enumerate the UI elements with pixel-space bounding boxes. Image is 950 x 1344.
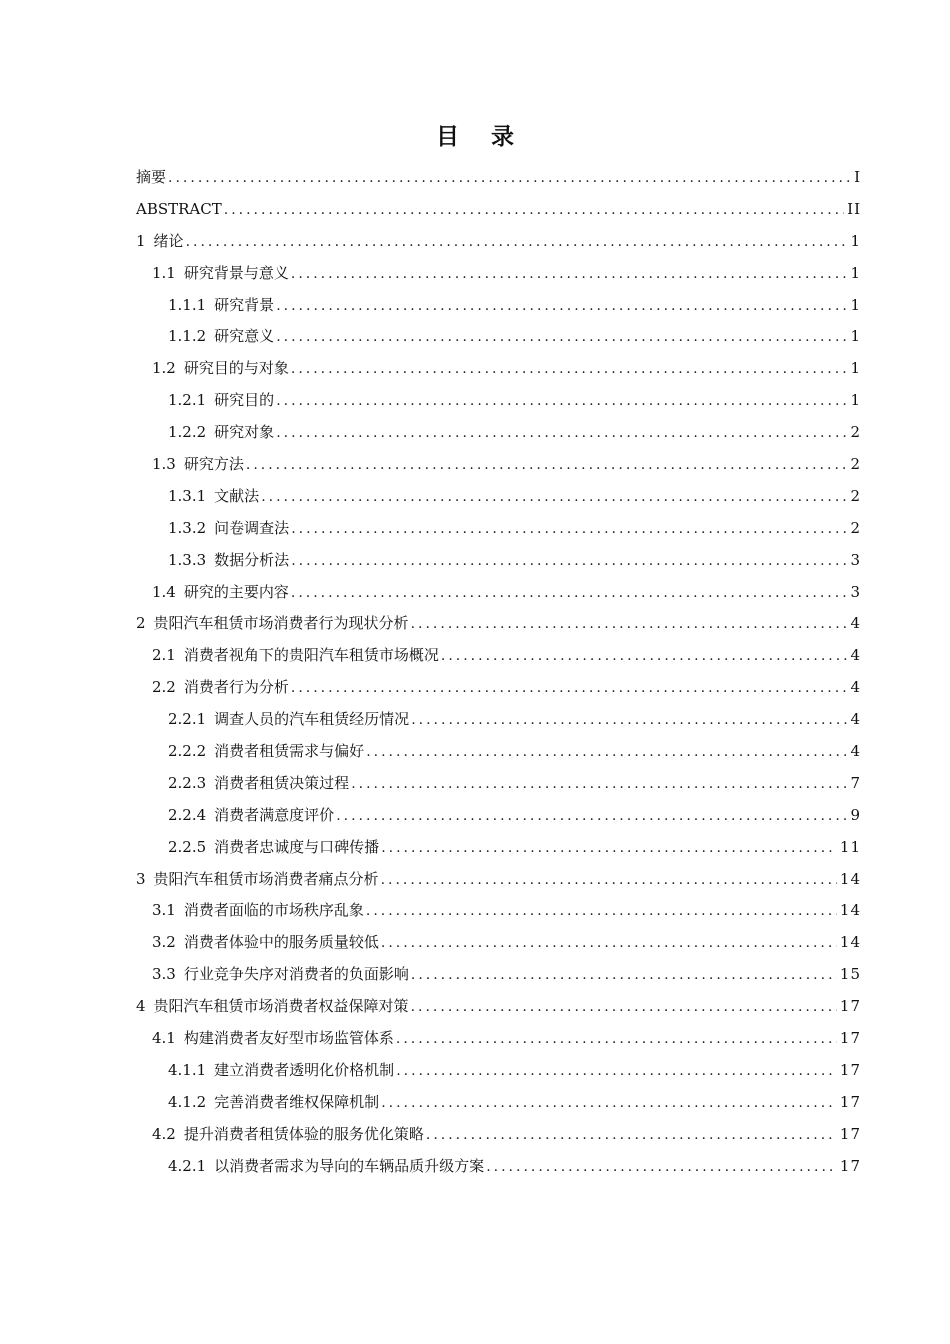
toc-dot-leader: [291, 673, 848, 705]
toc-entry-number: 1.1.1: [168, 295, 207, 314]
toc-dot-leader: [411, 960, 837, 992]
toc-entry-number: 4.1.2: [168, 1092, 207, 1111]
toc-entry-label: [168, 513, 289, 545]
toc-page-number: 17: [839, 1124, 861, 1143]
toc-entry-number: 2.2.2: [168, 742, 207, 761]
toc-entry[interactable]: [136, 736, 861, 768]
toc-page-number: 4: [850, 614, 861, 633]
toc-entry-number: 1.2.2: [168, 423, 207, 442]
toc-page-number: 3: [850, 582, 861, 601]
toc-entry-number: 2.2.4: [168, 805, 207, 824]
toc-entry-number: 2: [136, 614, 146, 633]
toc-entry-text: 研究意义: [214, 327, 275, 346]
toc-entry-text: 数据分析法: [214, 550, 290, 569]
toc-page-number: 1: [850, 263, 861, 282]
toc-entry-number: 3: [136, 869, 146, 888]
toc-entry[interactable]: [136, 194, 861, 226]
toc-page-number: 2: [850, 518, 861, 537]
toc-entry[interactable]: [136, 1119, 861, 1151]
toc-entry[interactable]: [136, 991, 861, 1023]
toc-dot-leader: [366, 737, 847, 769]
toc-entry[interactable]: [136, 959, 861, 991]
toc-entry-number: 1.3.1: [168, 486, 207, 505]
toc-entry-text: 研究背景与意义: [183, 263, 289, 282]
toc-entry-text: 研究对象: [214, 423, 275, 442]
toc-page-number: 9: [850, 805, 861, 824]
toc-entry[interactable]: [136, 768, 861, 800]
toc-entry[interactable]: [136, 385, 861, 417]
toc-entry[interactable]: [136, 1087, 861, 1119]
toc-entry-text: 消费者面临的市场秩序乱象: [183, 901, 364, 920]
toc-entry-text: 绪论: [153, 231, 184, 250]
toc-entry-label: [168, 321, 274, 353]
toc-entry-label: [136, 194, 222, 226]
toc-entry-label: [152, 577, 289, 609]
toc-entry-label: [136, 991, 409, 1023]
toc-dot-leader: [336, 801, 847, 833]
toc-entry-text: 完善消费者维权保障机制: [214, 1092, 380, 1111]
toc-entry-label: [168, 545, 289, 577]
toc-dot-leader: [276, 322, 847, 354]
toc-page-number: 1: [850, 231, 861, 250]
toc-entry-label: [168, 1055, 394, 1087]
toc-entry-label: [152, 959, 409, 991]
toc-page-number: 1: [850, 359, 861, 378]
toc-dot-leader: [381, 1088, 837, 1120]
toc-entry-number: 3.1: [152, 901, 176, 920]
toc-entry-text: 研究背景: [214, 295, 275, 314]
toc-page-number: 2: [850, 423, 861, 442]
toc-entry-number: 3.2: [152, 933, 176, 952]
toc-entry-text: 以消费者需求为导向的车辆品质升级方案: [214, 1156, 485, 1175]
toc-entry[interactable]: [136, 481, 861, 513]
toc-page-number: 7: [850, 773, 861, 792]
toc-entry-number: 3.3: [152, 965, 176, 984]
toc-page-number: 11: [839, 837, 861, 856]
toc-dot-leader: [276, 418, 847, 450]
toc-page-number: 14: [839, 901, 861, 920]
toc-dot-leader: [381, 928, 837, 960]
toc-entry[interactable]: [136, 1055, 861, 1087]
toc-entry-text: 消费者体验中的服务质量较低: [183, 933, 379, 952]
toc-entry-text: 问卷调查法: [214, 518, 290, 537]
toc-entry-text: 调查人员的汽车租赁经历情况: [214, 710, 410, 729]
toc-entry-text: 消费者视角下的贵阳汽车租赁市场概况: [183, 646, 439, 665]
toc-page-number: 4: [850, 742, 861, 761]
toc-page-number: II: [847, 199, 861, 218]
toc-entry-number: 4.2.1: [168, 1156, 207, 1175]
toc-dot-leader: [291, 514, 847, 546]
toc-entry-text: 研究目的: [214, 391, 275, 410]
toc-entry-number: 4: [136, 997, 146, 1016]
toc-dot-leader: [426, 1120, 837, 1152]
toc-entry-label: [168, 1087, 379, 1119]
toc-dot-leader: [351, 769, 847, 801]
table-of-contents: [136, 162, 861, 1183]
toc-entry-text: 文献法: [214, 486, 260, 505]
toc-page-number: 1: [850, 391, 861, 410]
toc-entry[interactable]: [136, 895, 861, 927]
toc-entry-label: [152, 927, 379, 959]
toc-entry-text: 消费者满意度评价: [214, 805, 335, 824]
toc-entry[interactable]: [136, 1151, 861, 1183]
toc-entry-label: [152, 672, 289, 704]
toc-page-number: I: [854, 168, 861, 186]
toc-entry-number: 2.2.5: [168, 837, 207, 856]
toc-dot-leader: [411, 992, 837, 1024]
toc-entry[interactable]: [136, 353, 861, 385]
toc-page-number: 4: [850, 646, 861, 665]
toc-dot-leader: [186, 227, 848, 259]
toc-entry-number: 1.3: [152, 455, 176, 474]
toc-entry-label: [168, 768, 349, 800]
toc-entry-label: [136, 608, 409, 640]
toc-entry-label: [168, 736, 364, 768]
toc-entry-text: 研究方法: [183, 455, 244, 474]
toc-dot-leader: [411, 609, 848, 641]
toc-entry-text: ABSTRACT: [136, 199, 222, 218]
toc-entry[interactable]: [136, 672, 861, 704]
toc-entry[interactable]: [136, 545, 861, 577]
toc-dot-leader: [366, 896, 837, 928]
toc-entry[interactable]: [136, 704, 861, 736]
toc-page-number: 17: [839, 1029, 861, 1048]
toc-dot-leader: [168, 163, 851, 195]
toc-entry-label: [152, 258, 289, 290]
toc-entry-number: 1.2.1: [168, 391, 207, 410]
toc-page-number: 17: [839, 1060, 861, 1079]
toc-page-number: 3: [850, 550, 861, 569]
toc-entry-text: 消费者行为分析: [183, 678, 289, 697]
toc-entry-text: 贵阳汽车租赁市场消费者痛点分析: [153, 869, 379, 888]
toc-page-number: 17: [839, 1092, 861, 1111]
toc-entry-text: 消费者租赁需求与偏好: [214, 742, 365, 761]
toc-entry[interactable]: [136, 864, 861, 896]
toc-entry-number: 1.1: [152, 263, 176, 282]
toc-entry-label: [168, 385, 274, 417]
toc-dot-leader: [441, 641, 848, 673]
toc-entry-label: [152, 895, 364, 927]
toc-page-number: 1: [850, 327, 861, 346]
toc-entry-text: 贵阳汽车租赁市场消费者行为现状分析: [153, 614, 409, 633]
toc-entry-number: 1.3.2: [168, 518, 207, 537]
toc-entry-number: 2.2.3: [168, 773, 207, 792]
toc-dot-leader: [276, 386, 847, 418]
toc-page-number: 1: [850, 295, 861, 314]
toc-entry-number: 1.4: [152, 582, 176, 601]
toc-entry[interactable]: [136, 800, 861, 832]
toc-entry-label: [168, 704, 409, 736]
toc-entry-label: [136, 162, 166, 194]
toc-dot-leader: [381, 865, 837, 897]
toc-entry-number: 2.2: [152, 678, 176, 697]
toc-page-number: 4: [850, 710, 861, 729]
toc-dot-leader: [246, 450, 848, 482]
toc-page-number: 15: [839, 965, 861, 984]
toc-entry-text: 建立消费者透明化价格机制: [214, 1060, 395, 1079]
toc-entry[interactable]: [136, 832, 861, 864]
toc-entry-label: [152, 353, 289, 385]
toc-dot-leader: [291, 546, 847, 578]
toc-entry-label: [152, 640, 439, 672]
toc-entry-number: 4.2: [152, 1124, 176, 1143]
toc-page-number: 4: [850, 678, 861, 697]
toc-entry[interactable]: [136, 927, 861, 959]
toc-entry[interactable]: [136, 226, 861, 258]
toc-entry-text: 摘要: [136, 168, 167, 186]
toc-entry[interactable]: [136, 258, 861, 290]
toc-entry[interactable]: [136, 513, 861, 545]
toc-entry[interactable]: [136, 608, 861, 640]
toc-entry-label: [152, 1023, 394, 1055]
toc-dot-leader: [291, 259, 848, 291]
toc-dot-leader: [396, 1024, 837, 1056]
toc-page-number: 14: [839, 933, 861, 952]
toc-entry-label: [168, 481, 259, 513]
toc-entry-label: [168, 800, 334, 832]
toc-entry-label: [168, 832, 379, 864]
toc-entry[interactable]: [136, 449, 861, 481]
toc-entry[interactable]: [136, 417, 861, 449]
toc-entry-number: 1.1.2: [168, 327, 207, 346]
toc-page-number: 2: [850, 486, 861, 505]
toc-dot-leader: [291, 354, 848, 386]
toc-entry[interactable]: [136, 162, 861, 194]
toc-dot-leader: [381, 833, 837, 865]
toc-entry-label: [152, 1119, 424, 1151]
toc-page-number: 2: [850, 455, 861, 474]
toc-entry-label: [168, 417, 274, 449]
toc-entry-number: 4.1: [152, 1029, 176, 1048]
page-title: 目 录: [435, 124, 526, 150]
toc-entry-text: 消费者忠诚度与口碑传播: [214, 837, 380, 856]
toc-entry-label: [168, 290, 274, 322]
toc-dot-leader: [396, 1056, 837, 1088]
toc-entry-label: [152, 449, 244, 481]
toc-entry-number: 1.2: [152, 359, 176, 378]
toc-page-number: 17: [839, 997, 861, 1016]
toc-entry-number: 1: [136, 231, 146, 250]
toc-entry-text: 贵阳汽车租赁市场消费者权益保障对策: [153, 997, 409, 1016]
toc-dot-leader: [486, 1152, 837, 1184]
toc-entry-text: 行业竞争失序对消费者的负面影响: [183, 965, 409, 984]
toc-entry-text: 研究的主要内容: [183, 582, 289, 601]
toc-entry-text: 构建消费者友好型市场监管体系: [183, 1029, 394, 1048]
toc-entry[interactable]: [136, 321, 861, 353]
toc-entry-number: 1.3.3: [168, 550, 207, 569]
toc-page-number: 14: [839, 869, 861, 888]
toc-entry[interactable]: [136, 577, 861, 609]
toc-dot-leader: [261, 482, 847, 514]
toc-page-number: 17: [839, 1156, 861, 1175]
toc-entry[interactable]: [136, 1023, 861, 1055]
toc-entry-number: 2.2.1: [168, 710, 207, 729]
toc-entry-label: [168, 1151, 484, 1183]
toc-dot-leader: [224, 195, 844, 227]
toc-entry-number: 4.1.1: [168, 1060, 207, 1079]
toc-dot-leader: [291, 578, 848, 610]
toc-entry-text: 研究目的与对象: [183, 359, 289, 378]
toc-entry-label: [136, 864, 379, 896]
toc-entry-number: 2.1: [152, 646, 176, 665]
toc-dot-leader: [276, 291, 847, 323]
toc-entry[interactable]: [136, 640, 861, 672]
toc-entry-label: [136, 226, 184, 258]
toc-dot-leader: [411, 705, 847, 737]
toc-entry-text: 消费者租赁决策过程: [214, 773, 350, 792]
toc-entry[interactable]: [136, 290, 861, 322]
toc-entry-text: 提升消费者租赁体验的服务优化策略: [183, 1124, 424, 1143]
